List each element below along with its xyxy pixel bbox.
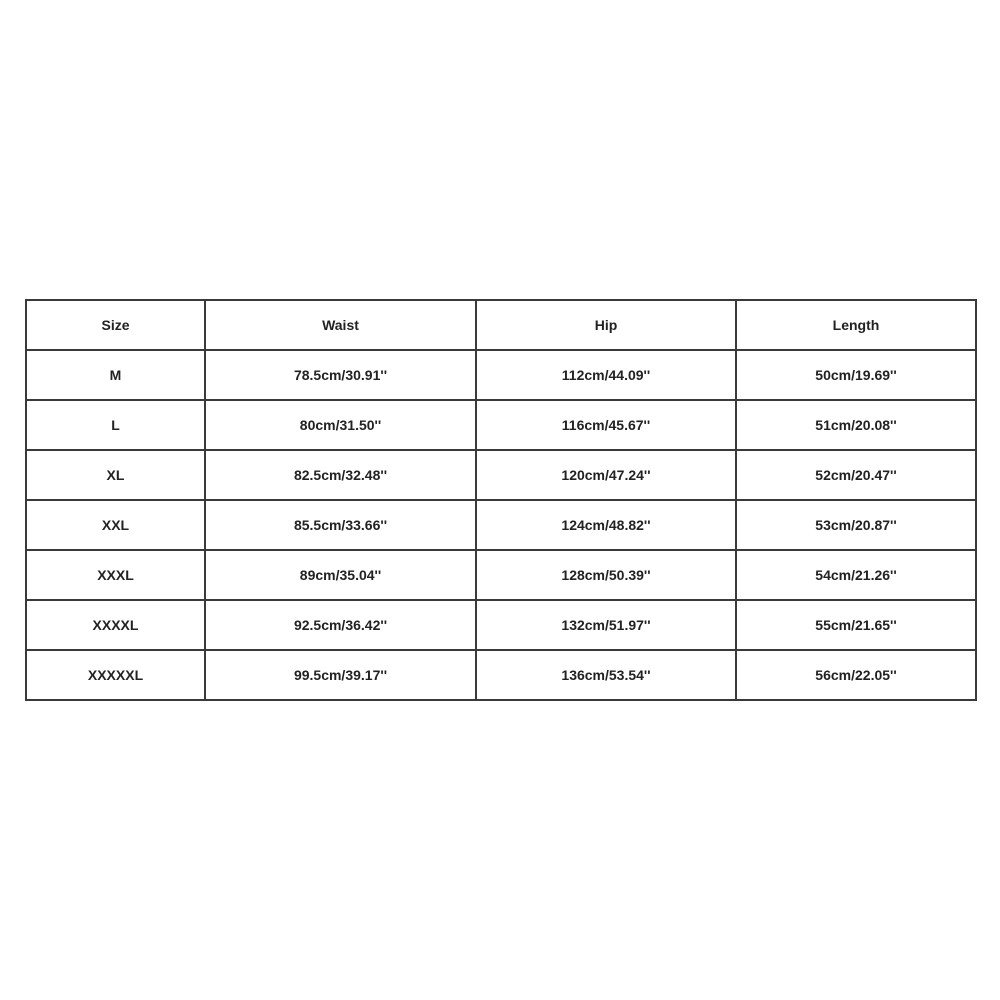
header-row [26, 300, 976, 350]
cell-size: M [26, 350, 205, 400]
header-size: Size [26, 300, 205, 350]
cell-hip: 116cm/45.67'' [476, 400, 736, 450]
table-row [26, 600, 976, 650]
cell-waist: 78.5cm/30.91'' [205, 350, 476, 400]
cell-size: XXL [26, 500, 205, 550]
cell-size: XXXL [26, 550, 205, 600]
table-row [26, 500, 976, 550]
table-row [26, 400, 976, 450]
cell-length: 53cm/20.87'' [736, 500, 976, 550]
cell-hip: 120cm/47.24'' [476, 450, 736, 500]
table-row [26, 450, 976, 500]
cell-waist: 82.5cm/32.48'' [205, 450, 476, 500]
cell-length: 55cm/21.65'' [736, 600, 976, 650]
cell-length: 50cm/19.69'' [736, 350, 976, 400]
header-length: Length [736, 300, 976, 350]
cell-waist: 89cm/35.04'' [205, 550, 476, 600]
cell-waist: 85.5cm/33.66'' [205, 500, 476, 550]
cell-length: 52cm/20.47'' [736, 450, 976, 500]
table-body [26, 350, 976, 700]
table-header [26, 300, 976, 350]
cell-hip: 124cm/48.82'' [476, 500, 736, 550]
cell-hip: 136cm/53.54'' [476, 650, 736, 700]
cell-length: 51cm/20.08'' [736, 400, 976, 450]
table-row [26, 650, 976, 700]
header-hip: Hip [476, 300, 736, 350]
cell-size: L [26, 400, 205, 450]
cell-size: XXXXXL [26, 650, 205, 700]
table-row [26, 350, 976, 400]
cell-hip: 112cm/44.09'' [476, 350, 736, 400]
cell-hip: 128cm/50.39'' [476, 550, 736, 600]
cell-waist: 99.5cm/39.17'' [205, 650, 476, 700]
cell-size: XXXXL [26, 600, 205, 650]
cell-size: XL [26, 450, 205, 500]
header-waist: Waist [205, 300, 476, 350]
cell-waist: 80cm/31.50'' [205, 400, 476, 450]
table-row [26, 550, 976, 600]
cell-waist: 92.5cm/36.42'' [205, 600, 476, 650]
cell-length: 56cm/22.05'' [736, 650, 976, 700]
cell-hip: 132cm/51.97'' [476, 600, 736, 650]
size-chart-table [25, 299, 977, 701]
cell-length: 54cm/21.26'' [736, 550, 976, 600]
